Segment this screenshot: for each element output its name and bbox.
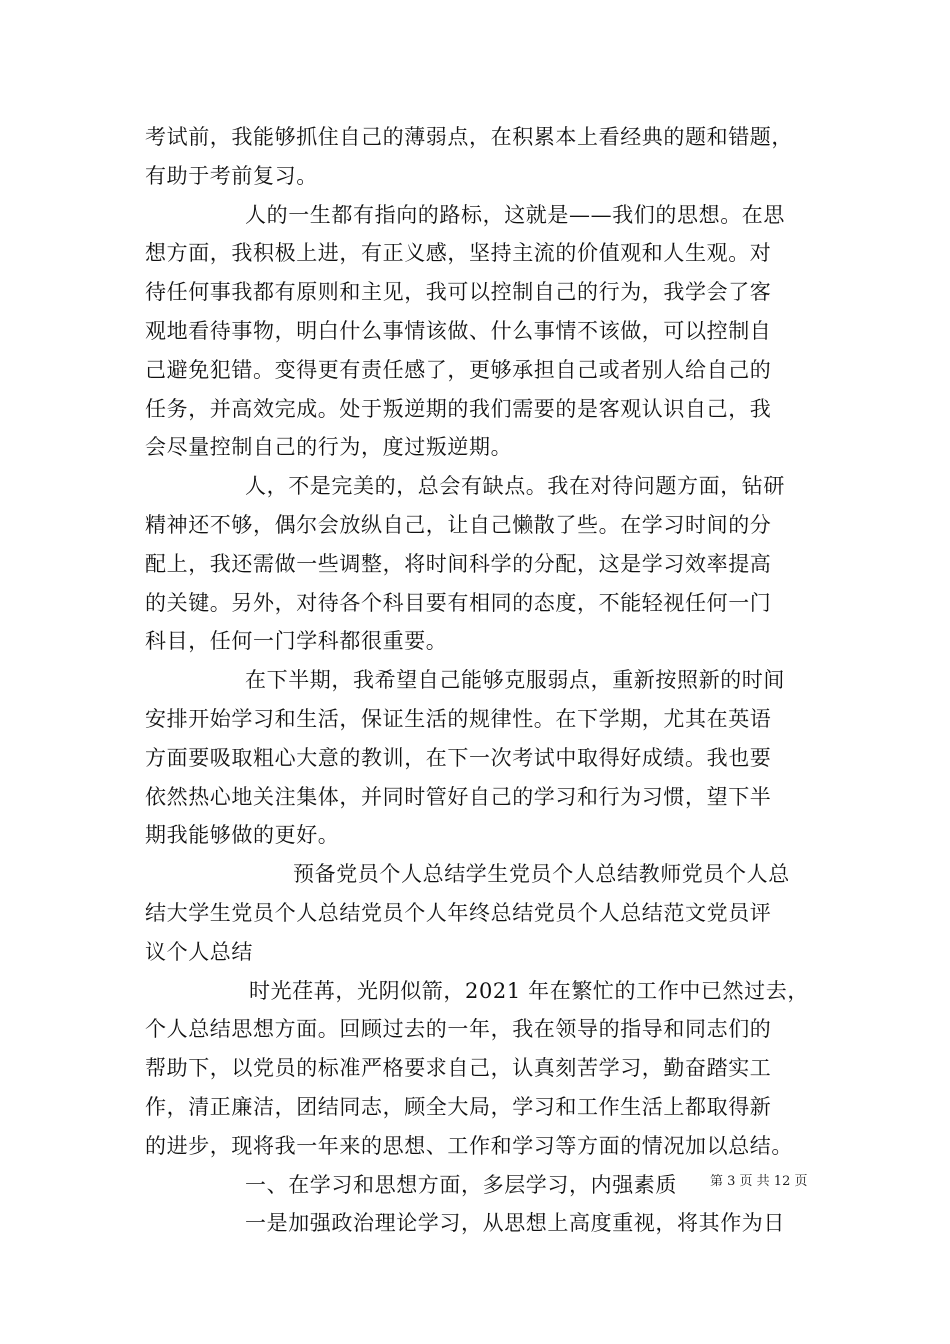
text-line: 作，清正廉洁，团结同志，顾全大局，学习和工作生活上都取得新: [145, 1094, 772, 1119]
text-line: 帮助下，以党员的标准严格要求自己，认真刻苦学习，勤奋踏实工: [145, 1056, 772, 1081]
text-line: 想方面，我积极上进，有正义感，坚持主流的价值观和人生观。对: [145, 241, 772, 266]
text-line: 任务，并高效完成。处于叛逆期的我们需要的是客观认识自己，我: [145, 396, 772, 421]
text-line: 结大学生党员个人总结党员个人年终总结党员个人总结范文党员评: [145, 900, 772, 925]
text-line: 待任何事我都有原则和主见，我可以控制自己的行为，我学会了客: [145, 280, 772, 305]
text-line: 观地看待事物，明白什么事情该做、什么事情不该做，可以控制自: [145, 318, 772, 343]
text-line: 配上，我还需做一些调整，将时间科学的分配，这是学习效率提高: [145, 551, 772, 576]
text-line: 己避免犯错。变得更有责任感了，更够承担自己或者别人给自己的: [145, 357, 772, 382]
text-line: 方面要吸取粗心大意的教训，在下一次考试中取得好成绩。我也要: [145, 745, 772, 770]
text-line: 的进步，现将我一年来的思想、工作和学习等方面的情况加以总结。: [145, 1133, 793, 1158]
text-line: 时光荏苒，光阴似箭，2021 年在繁忙的工作中已然过去，: [249, 978, 809, 1003]
document-body: [145, 118, 825, 1243]
text-line: 人的一生都有指向的路标，这就是——我们的思想。在思: [245, 202, 785, 227]
text-line: 一是加强政治理论学习，从思想上高度重视，将其作为日: [245, 1211, 785, 1236]
text-line: 有助于考前复习。: [145, 163, 318, 188]
text-line: 依然热心地关注集体，并同时管好自己的学习和行为习惯，望下半: [145, 784, 772, 809]
page-footer: 第 3 页 共 12 页: [710, 1174, 808, 1189]
text-line: 议个人总结: [145, 939, 253, 964]
text-line: 预备党员个人总结学生党员个人总结教师党员个人总: [293, 862, 790, 887]
text-line: 会尽量控制自己的行为，度过叛逆期。: [145, 435, 513, 460]
text-line: 在下半期，我希望自己能够克服弱点，重新按照新的时间: [245, 668, 785, 693]
text-line: 人，不是完美的，总会有缺点。我在对待问题方面，钻研: [245, 474, 785, 499]
text-line: 精神还不够，偶尔会放纵自己，让自己懒散了些。在学习时间的分: [145, 512, 772, 537]
text-line: 安排开始学习和生活，保证生活的规律性。在下学期，尤其在英语: [145, 706, 772, 731]
text-line: 的关键。另外，对待各个科目要有相同的态度，不能轻视任何一门: [145, 590, 772, 615]
text-line: 考试前，我能够抓住自己的薄弱点，在积累本上看经典的题和错题，: [145, 125, 793, 149]
text-line: 一、在学习和思想方面，多层学习，内强素质: [245, 1172, 677, 1197]
text-line: 科目，任何一门学科都很重要。: [145, 629, 448, 654]
text-line: 个人总结思想方面。回顾过去的一年，我在领导的指导和同志们的: [145, 1017, 772, 1042]
text-line: 期我能够做的更好。: [145, 823, 340, 848]
